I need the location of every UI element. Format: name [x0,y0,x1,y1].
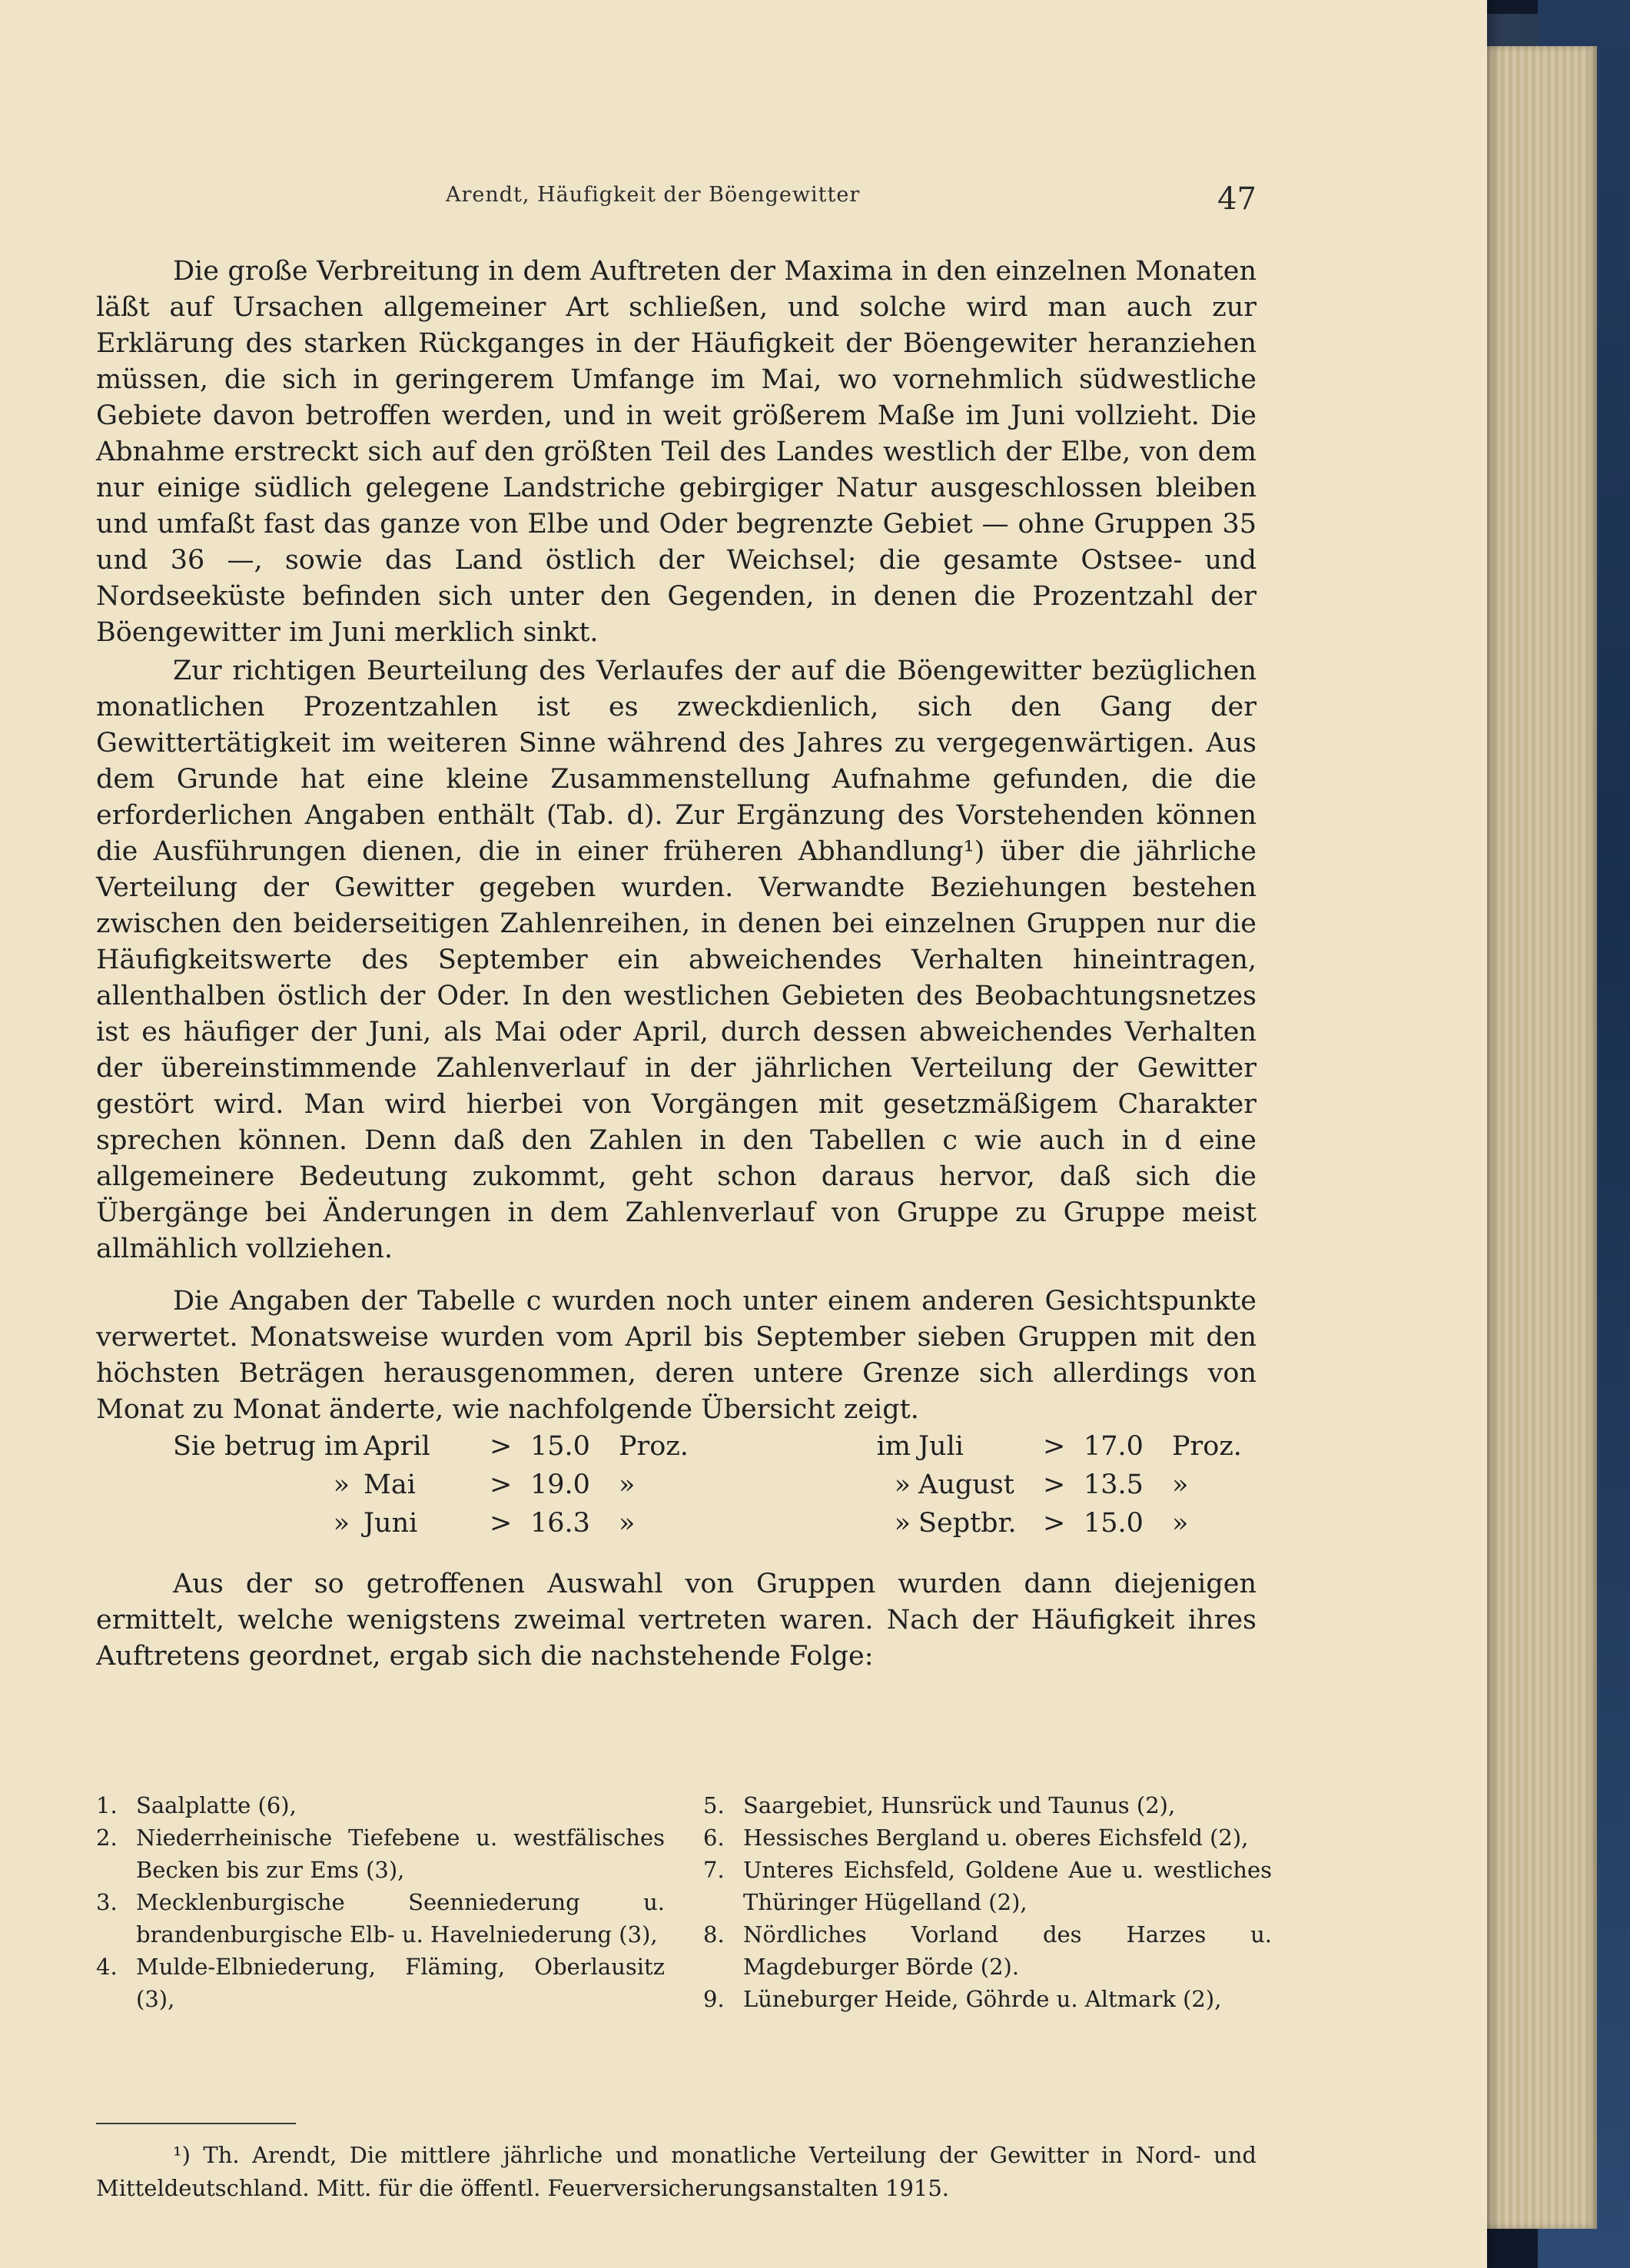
list-item [703,1918,1272,1983]
running-head [96,183,1257,229]
list-item-text: Saalplatte (6), [136,1792,297,1818]
threshold-row [96,1508,1257,1545]
threshold-prefix: im [876,1431,911,1462]
threshold-unit: » [1172,1508,1189,1539]
footnote: ¹) Th. Arendt, Die mittlere jährliche und monatliche Verteilung der Gewitter in Nord- und Mitteldeutschland. Mitt. für die öffentl. Feuerversicherungsanstalten 1915. [96,2142,1257,2201]
list-item [96,1886,665,1951]
threshold-value: 16.3 [530,1508,590,1539]
threshold-value: 15.0 [530,1431,590,1462]
threshold-overview [96,1431,1257,1554]
list-item-text: Saargebiet, Hunsrück und Taunus (2), [743,1792,1176,1818]
list-item-text: Hessisches Bergland u. oberes Eichsfeld (2), [743,1825,1249,1851]
list-item-number: 7. [703,1857,725,1883]
ranking-column-left [96,1789,665,2015]
threshold-unit: Proz. [1172,1431,1242,1462]
paragraph-4: Aus der so getroffenen Auswahl von Gruppen wurden dann diejenigen ermittelt, welche wenigstens zweimal vertreten waren. Nach der Häufigkeit ihres Auftretens geordnet, ergab sich die nachstehende Folge: [96,1569,1257,1672]
threshold-unit: » [619,1508,636,1539]
paragraph-3: Die Angaben der Tabelle c wurden noch unter einem anderen Gesichtspunkte verwertet. Monatsweise wurden vom April bis September sieben Gruppen mit den höchsten Beträgen herausgenommen, deren untere Grenze sich allerdings von Monat zu Monat änderte, wie nachfolgende Übersicht zeigt. [96,1286,1257,1425]
threshold-unit: » [1172,1469,1189,1500]
threshold-month: April [364,1431,430,1462]
threshold-month: Juli [918,1431,964,1462]
threshold-month: Septbr. [918,1508,1017,1539]
list-item-number: 6. [703,1825,725,1851]
threshold-value: 19.0 [530,1469,590,1500]
greater-than-sign: > [1043,1508,1066,1539]
list-item-number: 1. [96,1792,118,1818]
greater-than-sign: > [490,1469,513,1500]
list-item-text: Unteres Eichsfeld, Goldene Aue u. westliches Thüringer Hügelland (2), [743,1857,1272,1915]
threshold-prefix: » [333,1469,350,1500]
list-item-number: 3. [96,1889,118,1915]
list-item-number: 9. [703,1986,725,2012]
greater-than-sign: > [490,1508,513,1539]
list-item [96,1821,665,1886]
list-item [703,1789,1272,1821]
running-title: Arendt, Häufigkeit der Böengewitter [446,183,861,207]
list-item [96,1951,665,2015]
footnote-rule [96,2123,296,2124]
threshold-row [96,1431,1257,1468]
list-item-text: Mulde-Elbniederung, Fläming, Oberlausitz (3), [136,1954,665,2012]
list-item-text: Nördliches Vorland des Harzes u. Magdeburger Börde (2). [743,1921,1272,1980]
threshold-unit: Proz. [619,1431,689,1462]
list-item-number: 2. [96,1825,118,1851]
paragraph-2: Zur richtigen Beurteilung des Verlaufes der auf die Böengewitter bezüglichen monatlichen Prozentzahlen ist es zweckdienlich, sich den Gang der Gewittertätigkeit im weiteren Sinne während des Jahres zu vergegenwärtigen. Aus dem Grunde hat eine kleine Zusammenstellung Aufnahme gefunden, die die erforderlichen Angaben enthält (Tab. d). Zur Ergänzung des Vorstehenden können die Ausführungen dienen, die in einer früheren Abhandlung¹) über die jährliche Verteilung der Gewitter gegeben wurden. Verwandte Beziehungen bestehen zwischen den beiderseitigen Zahlenreihen, in denen bei einzelnen Gruppen nur die Häufigkeitswerte des September ein abweichendes Verhalten hineintragen, allenthalben östlich der Oder. In den westlichen Gebieten des Beobachtungsnetzes ist es häufiger der Juni, als Mai oder April, durch dessen abweichendes Verhalten der übereinstimmende Zahlenverlauf in der jährlichen Verteilung der Gewitter gestört wird. Man wird hierbei von Vorgängen mit gesetzmäßigem Charakter sprechen können. Denn daß den Zahlen in den Tabellen c wie auch in d eine allgemeinere Bedeutung zukommt, geht schon daraus hervor, daß sich die Übergänge bei Änderungen in dem Zahlenverlauf von Gruppe zu Gruppe meist allmählich vollziehen. [96,656,1257,1264]
threshold-value: 15.0 [1084,1508,1144,1539]
threshold-prefix: » [894,1508,911,1539]
list-item-number: 5. [703,1792,725,1818]
threshold-month: Juni [364,1508,418,1539]
page-number: 47 [1217,181,1257,217]
list-item-text: Lüneburger Heide, Göhrde u. Altmark (2), [743,1986,1222,2012]
threshold-unit: » [619,1469,636,1500]
list-item-text: Mecklenburgische Seenniederung u. brandenburgische Elb- u. Havelniederung (3), [136,1889,665,1948]
threshold-value: 13.5 [1084,1469,1144,1500]
threshold-month: Mai [364,1469,416,1500]
list-item [703,1821,1272,1854]
page-stack-edges [1474,46,1597,2229]
list-item-text: Niederrheinische Tiefebene u. westfälisches Becken bis zur Ems (3), [136,1825,665,1883]
greater-than-sign: > [1043,1469,1066,1500]
ranking-list [96,1789,1272,2158]
list-item-number: 4. [96,1954,118,1980]
threshold-prefix: » [333,1508,350,1539]
list-item [703,1854,1272,1918]
threshold-prefix: » [894,1469,911,1500]
list-item-number: 8. [703,1921,725,1948]
paragraph-1: Die große Verbreitung in dem Auftreten der Maxima in den einzelnen Monaten läßt auf Ursachen allgemeiner Art schließen, und solche wird man auch zur Erklärung des starken Rückganges in der Häufigkeit der Böengewiter heranziehen müssen, die sich in geringerem Umfange im Mai, wo vornehmlich südwestliche Gebiete davon betroffen werden, und in weit größerem Maße im Juni vollzieht. Die Abnahme erstreckt sich auf den größten Teil des Landes westlich der Elbe, von dem nur einige südlich gelegene Landstriche gebirgiger Natur ausgeschlossen bleiben und umfaßt fast das ganze von Elbe und Oder begrenzte Gebiet — ohne Gruppen 35 und 36 —, sowie das Land östlich der Weichsel; die gesamte Ostsee- und Nordseeküste befinden sich unter den Gegenden, in denen die Prozentzahl der Böengewitter im Juni merklich sinkt. [96,256,1257,648]
greater-than-sign: > [490,1431,513,1462]
greater-than-sign: > [1043,1431,1066,1462]
list-item [96,1789,665,1821]
ranking-column-right [703,1789,1272,2015]
threshold-month: August [918,1469,1014,1500]
threshold-row [96,1469,1257,1506]
threshold-prefix: Sie betrug im [173,1431,359,1462]
list-item [703,1983,1272,2015]
threshold-value: 17.0 [1084,1431,1144,1462]
